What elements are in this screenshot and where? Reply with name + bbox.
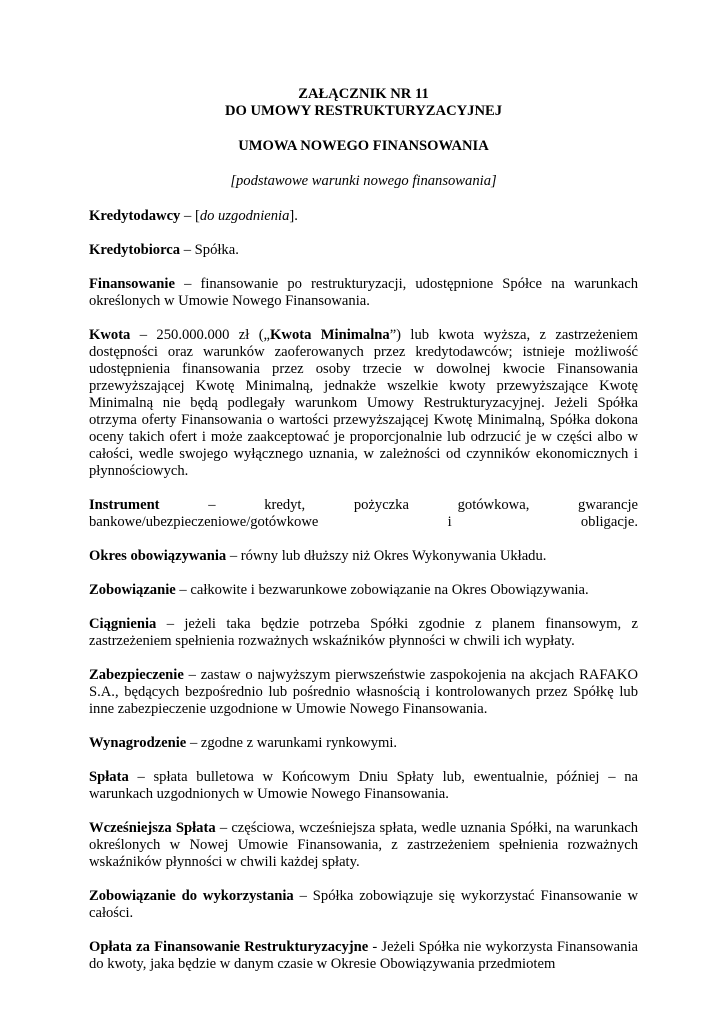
document-heading <box>89 86 638 120</box>
definition-term: Zobowiązanie <box>89 582 176 598</box>
definition-zobowiazanie-do-wykorzystania <box>89 888 638 922</box>
definition-okres-obowiazywania <box>89 548 638 565</box>
definition-kredytodawcy <box>89 208 638 225</box>
definition-term: Kredytobiorca <box>89 242 181 258</box>
definition-kwota <box>89 327 638 480</box>
definition-splata <box>89 769 638 803</box>
agreement-title: DO UMOWY RESTRUKTURYZACYJNEJ <box>224 103 503 119</box>
definition-text: ]. <box>289 208 298 224</box>
definition-text: – całkowite i bezwarunkowe zobowiązanie na Okres Obowiązywania. <box>175 582 589 598</box>
definition-term: Ciągnienia <box>89 616 157 632</box>
definition-text: – częściowa, wcześniejsza spłata, wedle uznania Spółki, na warunkach określonych w Nowej Umowie Finansowania, z zastrzeżeniem spełnienia rozważnych wskaźników płynności w chwili każdej spłaty. <box>89 820 638 870</box>
definition-term: Opłata za Finansowanie Restrukturyzacyjne <box>89 939 369 955</box>
definition-term: Wcześniejsza Spłata <box>89 820 216 836</box>
definition-term: Kredytodawcy <box>89 208 181 224</box>
definition-text: – [ <box>180 208 200 224</box>
definition-text-bold: Kwota Minimalna <box>270 327 390 343</box>
definition-text: – spłata bulletowa w Końcowym Dniu Spłaty lub, ewentualnie, później – na warunkach uzgodnionych w Umowie Nowego Finansowania. <box>89 769 638 802</box>
definition-text: – zgodne z warunkami rynkowymi. <box>186 735 398 751</box>
definition-text: – Spółka. <box>180 242 239 258</box>
definition-text: – Spółka zobowiązuje się wykorzystać Finansowanie w całości. <box>89 888 639 921</box>
definition-ciagnienia <box>89 616 638 650</box>
definition-text: – 250.000.000 zł („ <box>130 327 271 343</box>
definition-wczesniejsza-splata <box>89 820 638 871</box>
definition-text: – finansowanie po restrukturyzacji, udostępnione Spółce na warunkach określonych w Umowie Nowego Finansowania. <box>89 276 638 309</box>
definition-zobowiazanie <box>89 582 638 599</box>
definition-term: Kwota <box>89 327 131 343</box>
definition-text: – zastaw o najwyższym pierwszeństwie zaspokojenia na akcjach RAFAKO S.A., będących bezpośrednio lub pośrednio własnością i kontrolowanych przez Spółkę lub inne zabezpieczenie uzgodnione w Umowie Nowego Finansowania. <box>89 667 638 717</box>
definition-text-italic: do uzgodnienia <box>199 208 290 224</box>
definition-oplata <box>89 939 638 973</box>
definition-kredytobiorca <box>89 242 638 259</box>
document-subtitle: UMOWA NOWEGO FINANSOWANIA <box>238 138 489 154</box>
document-page <box>89 86 638 990</box>
definition-text: ”) lub kwota wyższa, z zastrzeżeniem dostępności oraz warunków zaoferowanych przez kredytodawców; istnieje możliwość udostępnienia finansowania przez osoby trzecie w dowolnej kwocie Finansowania przewyższającej Kwotę Minimalną, jednakże wszelkie kwoty przewyższające Kwotę Minimalną nie będą podlegały warunkom Umowy Restrukturyzacyjnej. Jeżeli Spółka otrzyma oferty Finansowania o wartości przewyższającej Kwotę Minimalną, Spółka dokona oceny takich ofert i może zaakceptować je proporcjonalnie lub odrzucić je w części albo w całości, wedle swojego wyłącznego uznania, w zależności od czynników ekonomicznych i płynnościowych. <box>89 327 638 479</box>
definition-term: Spłata <box>89 769 129 785</box>
definition-finansowanie <box>89 276 638 310</box>
document-note: [podstawowe warunki nowego finansowania] <box>230 173 497 189</box>
definition-wynagrodzenie <box>89 735 638 752</box>
definition-instrument <box>89 497 638 531</box>
definition-text: – kredyt, pożyczka gotówkowa, gwarancje bankowe/ubezpieczeniowe/gotówkowe i obligacje. <box>89 497 638 530</box>
definition-term: Okres obowiązywania <box>89 548 227 564</box>
definition-term: Zabezpieczenie <box>89 667 184 683</box>
definition-term: Finansowanie <box>89 276 175 292</box>
definition-text: - Jeżeli Spółka nie wykorzysta Finansowania do kwoty, jaka będzie w danym czasie w Okresie Obowiązywania przedmiotem <box>89 939 638 972</box>
definition-zabezpieczenie <box>89 667 638 718</box>
definition-text: – jeżeli taka będzie potrzeba Spółki zgodnie z planem finansowym, z zastrzeżeniem spełnienia rozważnych wskaźników płynności w chwili ich wypłaty. <box>89 616 638 649</box>
definition-term: Instrument <box>89 497 160 513</box>
definition-term: Wynagrodzenie <box>89 735 187 751</box>
definition-text: – równy lub dłuższy niż Okres Wykonywania Układu. <box>226 548 547 564</box>
annex-title: ZAŁĄCZNIK NR 11 <box>298 86 429 102</box>
definition-term: Zobowiązanie do wykorzystania <box>89 888 294 904</box>
